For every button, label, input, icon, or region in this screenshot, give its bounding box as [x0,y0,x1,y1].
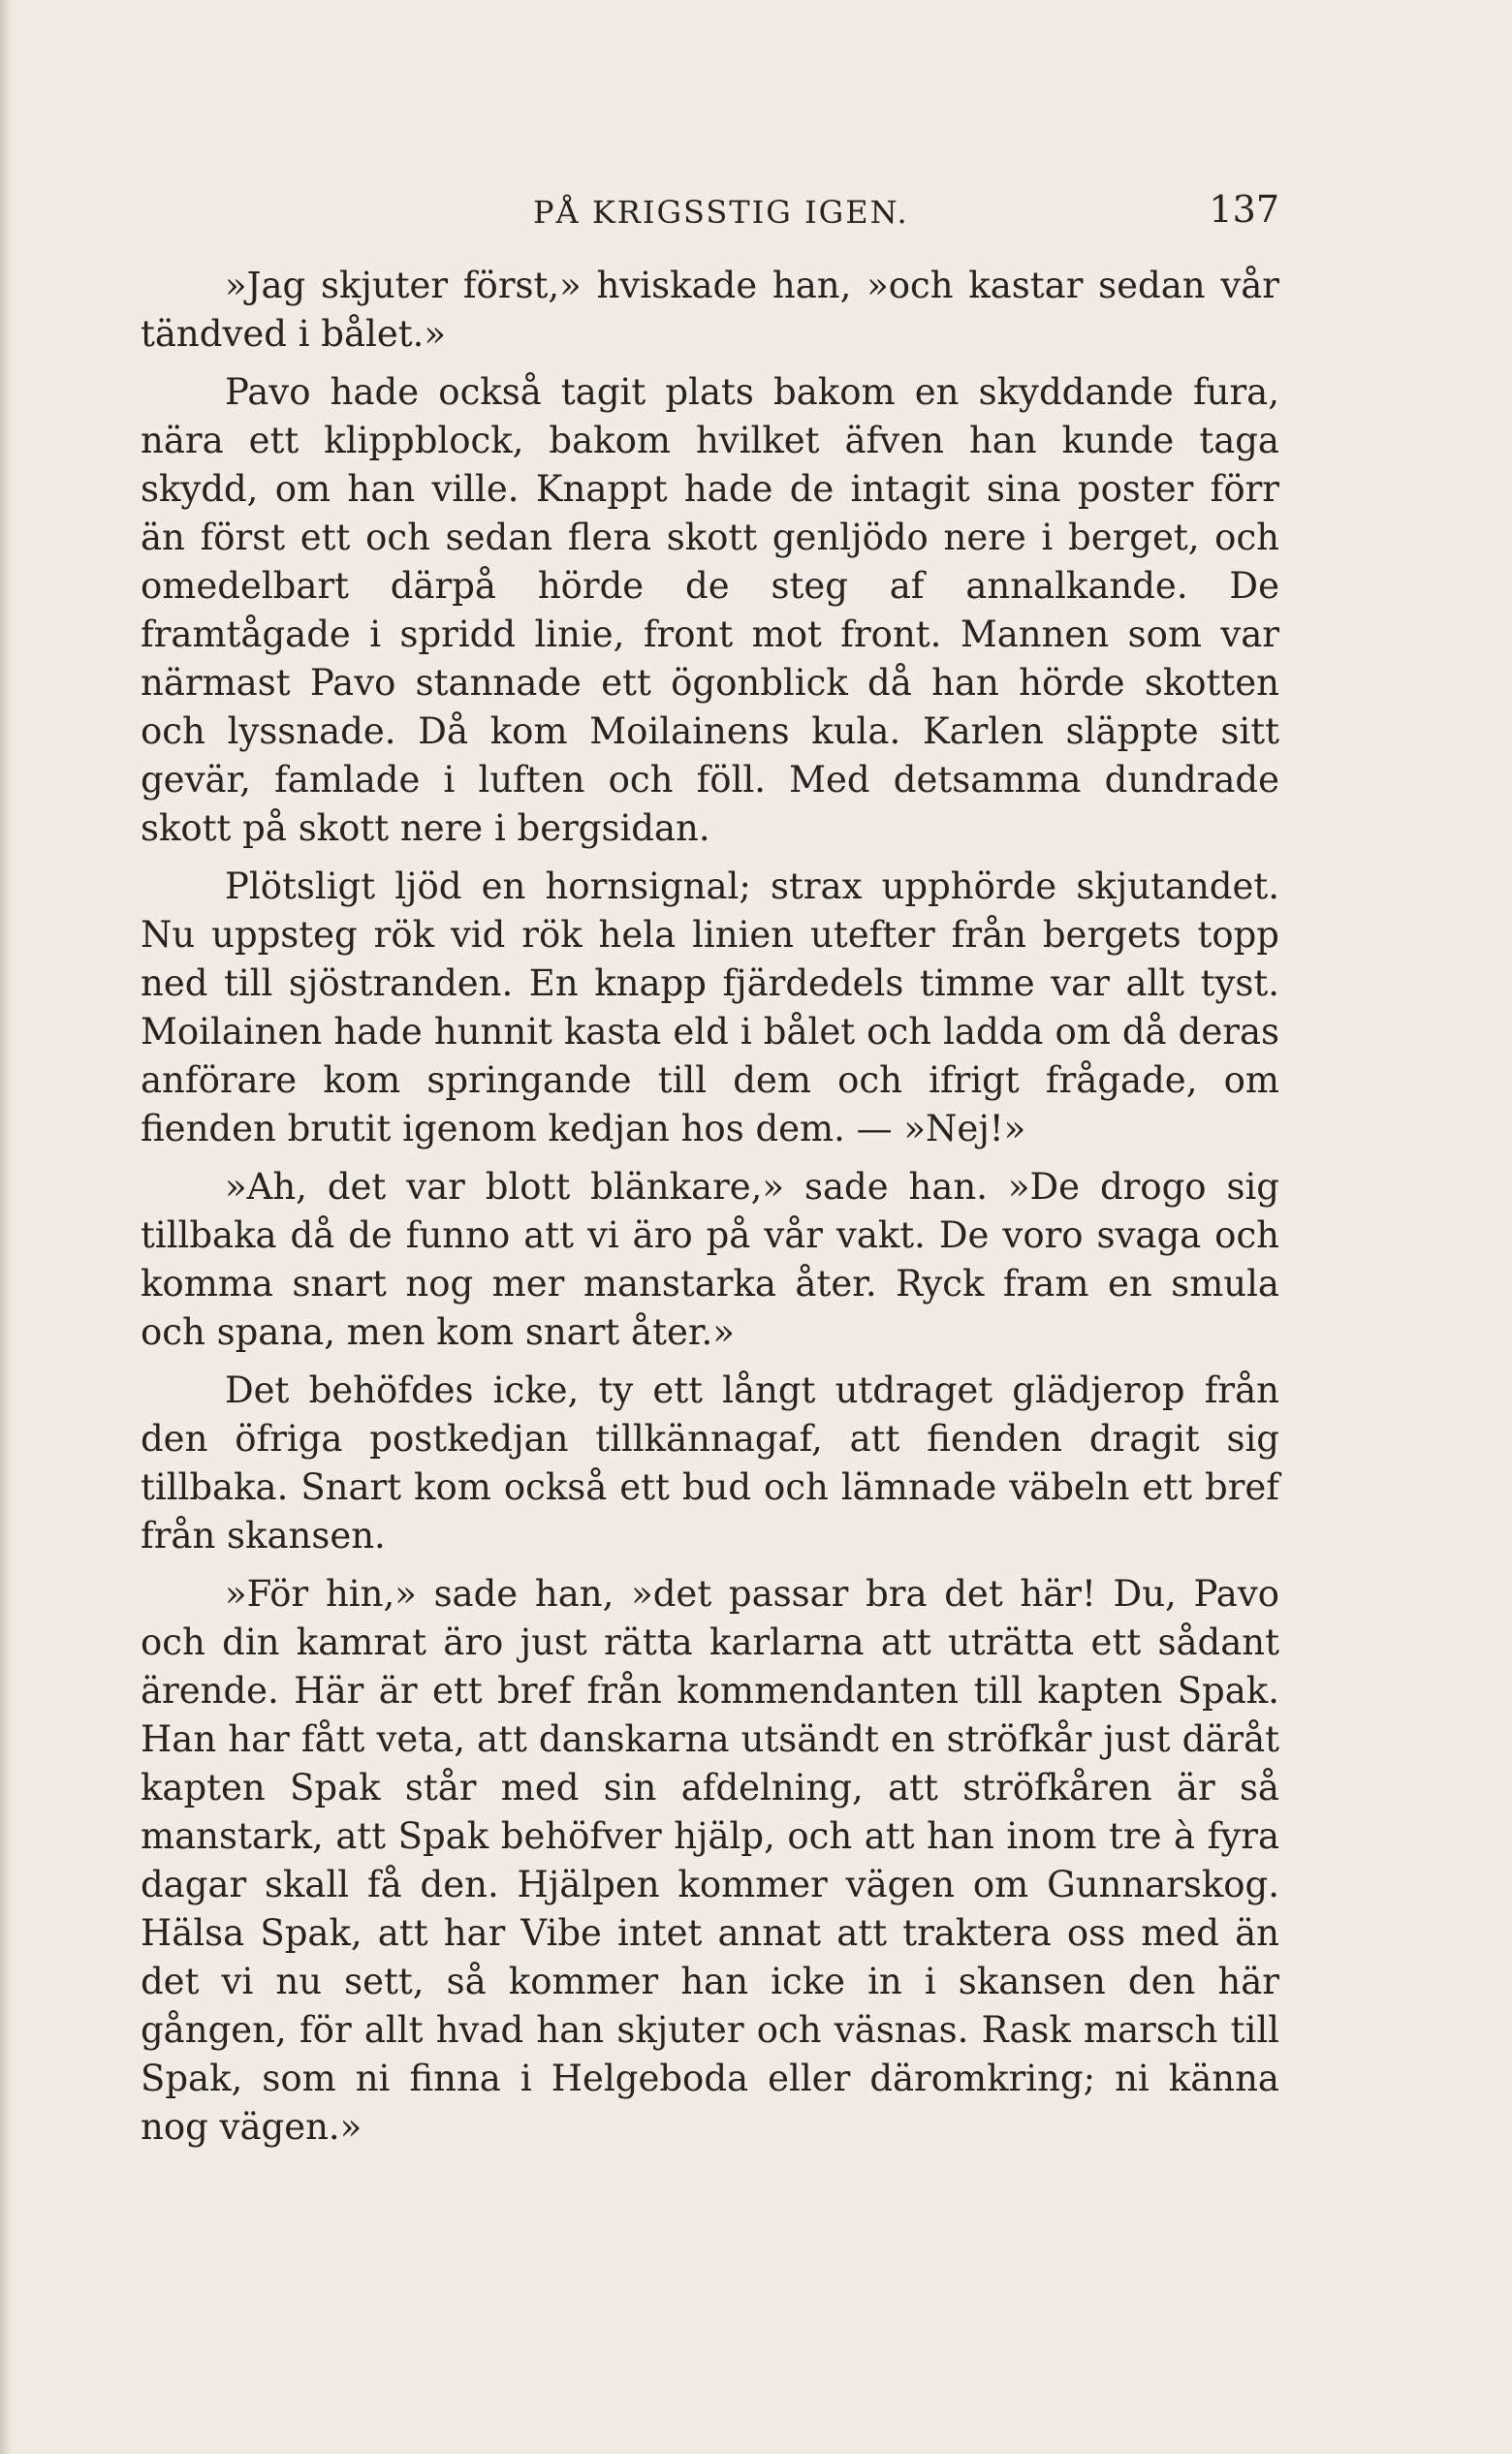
page-edge [0,0,14,2454]
running-title: PÅ KRIGSSTIG IGEN. [533,194,909,231]
paragraph: Plötsligt ljöd en hornsignal; strax upphörde skjutandet. Nu uppsteg rök vid rök hela linien utefter från bergets topp ned till sjöstranden. En knapp fjärdedels timme var allt tyst. Moilainen hade hunnit kasta eld i bålet och ladda om då deras anförare kom springande till dem och ifrigt frågade, om fienden brutit igenom kedjan hos dem. — »Nej!» [141,865,1279,1149]
paragraph: Pavo hade också tagit plats bakom en skyddande fura, nära ett klippblock, bakom hvilket äfven han kunde taga skydd, om han ville. Knappt hade de intagit sina poster förr än först ett och sedan flera skott genljödo nere i berget, och omedelbart därpå hörde de steg af annalkande. De framtågade i spridd linie, front mot front. Mannen som var närmast Pavo stannade ett ögonblick då han hörde skotten och lyssnade. Då kom Moilainens kula. Karlen släppte sitt gevär, famlade i luften och föll. Med detsamma dundrade skott på skott nere i bergsidan. [141,371,1279,849]
running-head [141,184,1279,242]
body-text [141,262,1279,2152]
page-number: 137 [1209,188,1279,231]
paragraph: »Ah, det var blott blänkare,» sade han. »De drogo sig tillbaka då de funno att vi äro på vår vakt. De voro svaga och komma snart nog mer manstarka åter. Ryck fram en smula och spana, men kom snart åter.» [141,1166,1279,1353]
book-page [141,184,1279,2161]
paragraph: »Jag skjuter först,» hviskade han, »och kastar sedan vår tändved i bålet.» [141,265,1279,355]
paragraph: »För hin,» sade han, »det passar bra det här! Du, Pavo och din kamrat äro just rätta karlarna att uträtta ett sådant ärende. Här är ett bref från kommendanten till kapten Spak. Han har fått veta, att danskarna utsändt en ströfkår just däråt kapten Spak står med sin afdelning, att ströfkåren är så manstark, att Spak behöfver hjälp, och att han inom tre à fyra dagar skall få den. Hjälpen kommer vägen om Gunnarskog. Hälsa Spak, att har Vibe intet annat att traktera oss med än det vi nu sett, så kommer han icke in i skansen den här gången, för allt hvad han skjuter och väsnas. Rask marsch till Spak, som ni finna i Helgeboda eller däromkring; ni känna nog vägen.» [141,1573,1279,2148]
paragraph: Det behöfdes icke, ty ett långt utdraget glädjerop från den öfriga postkedjan tillkännagaf, att fienden dragit sig tillbaka. Snart kom också ett bud och lämnade väbeln ett bref från skansen. [141,1369,1279,1557]
